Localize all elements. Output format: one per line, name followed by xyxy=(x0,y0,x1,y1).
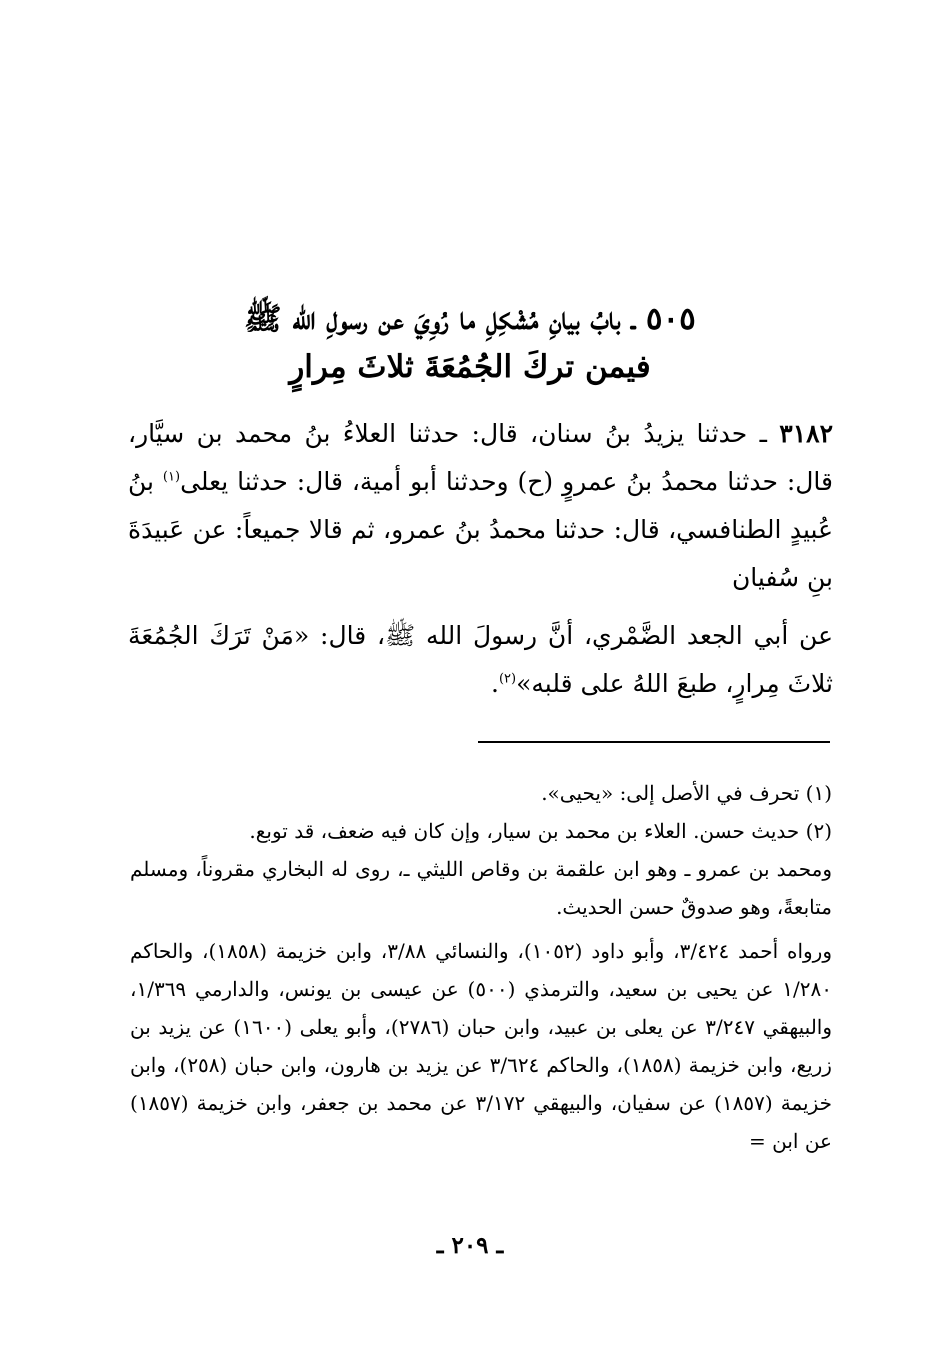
footnote-2-line1: (٢) حديث حسن. العلاء بن محمد بن سيار، وإن كان فيه ضعف، قد توبع. xyxy=(249,819,832,843)
chapter-title-line2: فيمن تركَ الجُمُعَةَ ثلاثَ مِرارٍ xyxy=(289,349,651,385)
matn-text: عن أبي الجعد الضَّمْري، أنَّ رسولَ الله ﷺ، قال: «مَنْ تَرَكَ الجُمُعَةَ ثلاثَ مِرارٍ، طبعَ اللهُ على قلبه» xyxy=(128,621,833,698)
isnad-text-part2: بنُ عُبيدٍ الطنافسي، قال: حدثنا محمدُ بنُ عمرو، ثم قالا جميعاً: عن عَبيدَةَ بنِ سُفيان xyxy=(128,467,833,592)
footnotes xyxy=(130,774,832,1160)
footnote-ref-1: (١) xyxy=(162,469,181,485)
matn-end: . xyxy=(490,669,499,698)
isnad-text-part1: ـ حدثنا يزيدُ بنُ سنان، قال: حدثنا العلاءُ بنُ محمد بن سيَّار، قال: حدثنا محمدُ بنُ عمروٍ (ح) وحدثنا أبو أمية، قال: حدثنا يعلى xyxy=(128,419,833,496)
page-number: ـ ٢٠٩ ـ xyxy=(436,1232,504,1259)
hadith-matn xyxy=(128,612,833,708)
hadith-text xyxy=(128,410,833,708)
footnote-separator xyxy=(478,741,830,743)
hadith-isnad xyxy=(128,410,833,602)
footnote-ref-2: (٢) xyxy=(498,671,517,687)
chapter-title-line1: ٥٠٥ ـ بابُ بيانِ مُشْكِلِ ما رُوِيَ عن رسولِ الله ﷺ xyxy=(244,301,696,337)
footnote-1: (١) تحرف في الأصل إلى: «يحيى». xyxy=(541,781,832,805)
footnote-2-takhrij: ورواه أحمد ٣/٤٢٤، وأبو داود (١٠٥٢)، والنسائي ٣/٨٨، وابن خزيمة (١٨٥٨)، والحاكم ١/٢٨٠ عن يحيى بن سعيد، والترمذي (٥٠٠) عن عيسى بن يونس، والدارمي ١/٣٦٩، والبيهقي ٣/٢٤٧ عن يعلى بن عبيد، وابن حبان (٢٧٨٦)، وأبو يعلى (١٦٠٠) عن يزيد بن زريع، وابن خزيمة (١٨٥٨)، والحاكم ٣/٦٢٤ عن يزيد بن هارون، وابن حبان (٢٥٨)، وابن خزيمة (١٨٥٧) عن سفيان، والبيهقي ٣/١٧٢ عن محمد بن جعفر، وابن خزيمة (١٨٥٧) عن ابن = xyxy=(130,939,833,1153)
footnote-2-line2: ومحمد بن عمرو ـ وهو ابن علقمة بن وقاص الليثي ـ، روى له البخاري مقروناً، ومسلم متابعةً، وهو صدوقٌ حسن الحديث. xyxy=(130,857,832,919)
hadith-number: ٣١٨٢ xyxy=(779,419,833,448)
